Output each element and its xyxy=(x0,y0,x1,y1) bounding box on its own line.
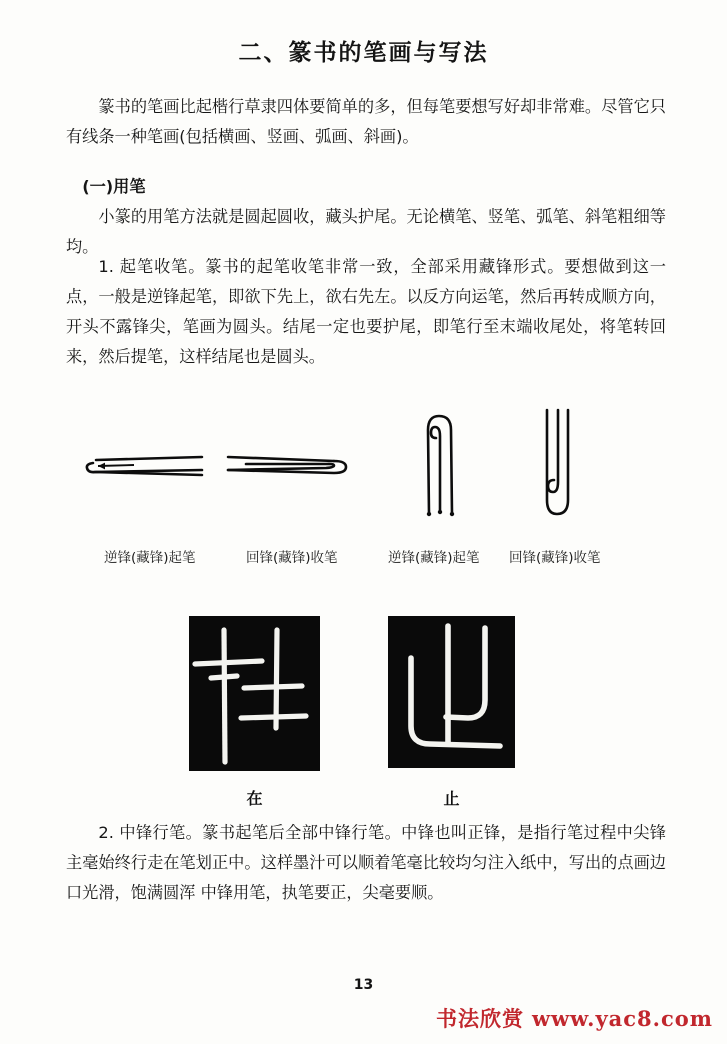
seal-character-zhi-label: 止 xyxy=(443,789,460,808)
intro-section xyxy=(66,92,666,152)
stroke-caption-2: 逆锋(藏锋)起笔 xyxy=(388,550,480,566)
watermark-url: www.yac8.com xyxy=(532,1006,713,1031)
site-watermark xyxy=(436,1003,713,1033)
intro-paragraph: 篆书的笔画比起楷行草隶四体要简单的多，但每笔要想写好却非常难。尽管它只有线条一种笔画(包括横画、竖画、弧画、斜画)。 xyxy=(66,97,666,146)
seal-rubbing-row xyxy=(66,616,666,786)
qibi-section xyxy=(66,252,666,372)
yongbi-heading: (一)用笔 xyxy=(82,177,146,196)
zhongfeng-section xyxy=(66,818,666,908)
seal-character-zai xyxy=(189,616,320,771)
vertical-end-stroke-icon xyxy=(536,408,582,530)
yongbi-paragraph: 小篆的用笔方法就是圆起圆收，藏头护尾。无论横笔、竖笔、弧笔、斜笔粗细等均。 xyxy=(66,207,666,256)
vertical-start-stroke-icon xyxy=(418,408,464,530)
horizontal-end-stroke-icon xyxy=(226,446,351,492)
stroke-caption-row xyxy=(66,546,666,572)
qibi-paragraph: 1. 起笔收笔。篆书的起笔收笔非常一致，全部采用藏锋形式。要想做到这一点，一般是逆锋起笔，即欲下先上，欲右先左。以反方向运笔，然后再转成顺方向，开头不露锋尖，笔画为圆头。结尾一定也要护尾，即笔行至末端收尾处，将笔转回来，然后提笔，这样结尾也是圆头。 xyxy=(66,257,666,366)
page-title: 二、篆书的笔画与写法 xyxy=(238,40,489,66)
seal-character-zhi xyxy=(388,616,515,768)
stroke-caption-3: 回锋(藏锋)收笔 xyxy=(509,550,601,566)
stroke-caption-1: 回锋(藏锋)收笔 xyxy=(246,550,338,566)
stroke-diagram-row xyxy=(66,408,666,538)
watermark-site-name: 书法欣赏 xyxy=(436,1007,525,1031)
horizontal-start-stroke-icon xyxy=(84,446,204,492)
page-number: 13 xyxy=(353,977,374,993)
zhongfeng-paragraph: 2. 中锋行笔。篆书起笔后全部中锋行笔。中锋也叫正锋，是指行笔过程中尖锋主毫始终行走在笔划正中。这样墨汁可以顺着笔毫比较均匀注入纸中，写出的点画边口光滑，饱满圆浑 中锋用笔，执笔要正，尖毫要顺。 xyxy=(66,823,666,902)
seal-character-zai-label: 在 xyxy=(246,789,263,808)
stroke-caption-0: 逆锋(藏锋)起笔 xyxy=(104,550,196,566)
yongbi-section xyxy=(66,172,666,262)
